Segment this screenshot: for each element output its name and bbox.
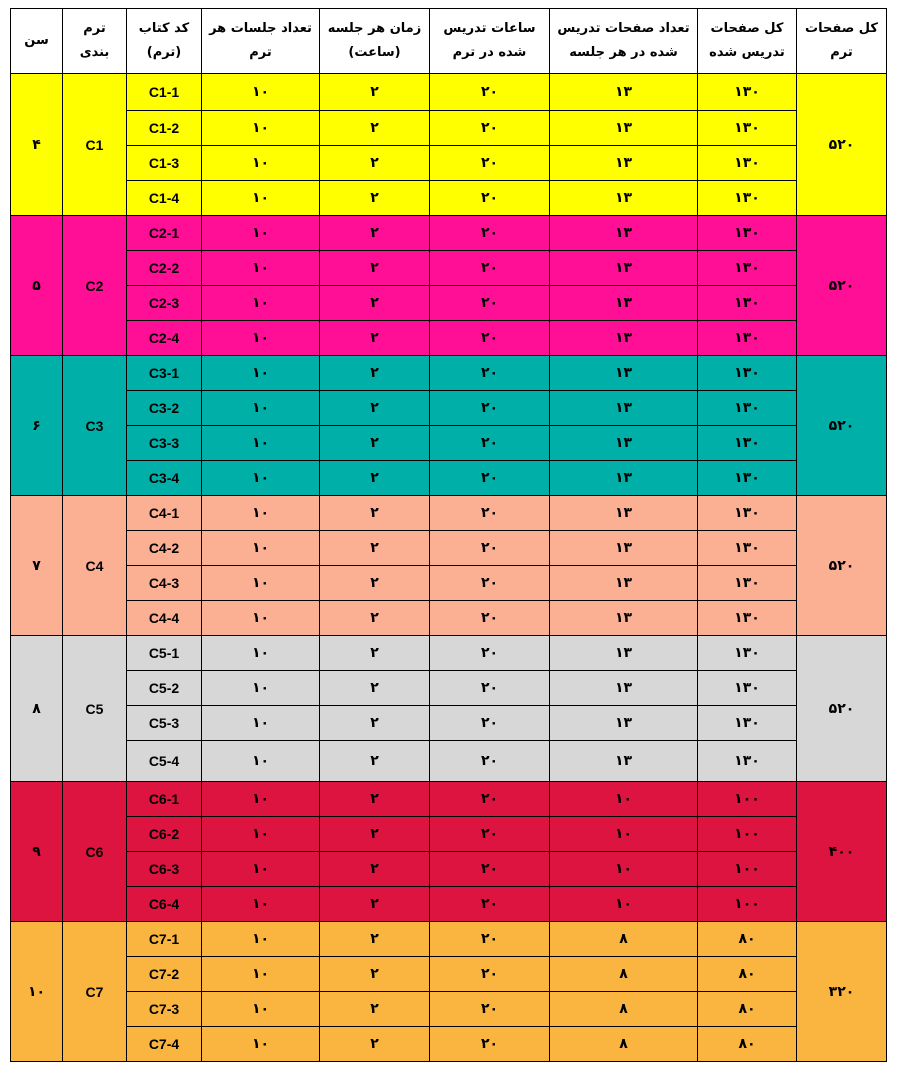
age-cell: ۱۰: [11, 922, 63, 1062]
session-time-cell: ۲: [320, 1027, 430, 1062]
teaching-hours-cell: ۲۰: [430, 852, 550, 887]
book-code-cell: C2-2: [127, 251, 202, 286]
header-book-code: [127, 9, 202, 74]
header-teaching-hours: [430, 9, 550, 74]
term-total-pages-cell: ۵۲۰: [797, 216, 887, 356]
header-age-text: سن: [24, 33, 49, 48]
sessions-cell: ۱۰: [202, 356, 320, 391]
pages-per-session-cell: ۱۳: [550, 741, 698, 782]
pages-per-session-cell: ۱۰: [550, 852, 698, 887]
session-time-cell: ۲: [320, 146, 430, 181]
term-total-pages-cell: ۳۲۰: [797, 922, 887, 1062]
table-row: [11, 636, 887, 671]
pages-per-session-cell: ۱۳: [550, 461, 698, 496]
total-pages-taught-cell: ۱۰۰: [698, 887, 797, 922]
table-row: [11, 671, 887, 706]
pages-per-session-cell: ۱۳: [550, 566, 698, 601]
book-code-cell: C6-1: [127, 782, 202, 817]
session-time-cell: ۲: [320, 181, 430, 216]
sessions-cell: ۱۰: [202, 1027, 320, 1062]
header-pages-per-session-line1: تعداد صفحات تدریس: [557, 21, 690, 36]
session-time-cell: ۲: [320, 852, 430, 887]
header-term-group: [63, 9, 127, 74]
book-code-cell: C6-2: [127, 817, 202, 852]
sessions-cell: ۱۰: [202, 741, 320, 782]
total-pages-taught-cell: ۱۰۰: [698, 782, 797, 817]
header-sessions: [202, 9, 320, 74]
table-row: [11, 957, 887, 992]
teaching-hours-cell: ۲۰: [430, 426, 550, 461]
header-term-total-pages-line2: ترم: [830, 45, 853, 60]
session-time-cell: ۲: [320, 111, 430, 146]
pages-per-session-cell: ۱۳: [550, 321, 698, 356]
header-pages-per-session-line2: شده در هر جلسه: [569, 45, 678, 60]
term-total-pages-cell: ۵۲۰: [797, 356, 887, 496]
book-code-cell: C5-3: [127, 706, 202, 741]
book-code-cell: C4-1: [127, 496, 202, 531]
table-row: [11, 426, 887, 461]
session-time-cell: ۲: [320, 992, 430, 1027]
book-code-cell: C3-4: [127, 461, 202, 496]
book-code-cell: C7-2: [127, 957, 202, 992]
teaching-hours-cell: ۲۰: [430, 706, 550, 741]
table-body: [11, 74, 887, 1062]
sessions-cell: ۱۰: [202, 461, 320, 496]
table-row: [11, 601, 887, 636]
book-code-cell: C5-1: [127, 636, 202, 671]
teaching-hours-cell: ۲۰: [430, 286, 550, 321]
table-row: [11, 782, 887, 817]
teaching-hours-cell: ۲۰: [430, 922, 550, 957]
session-time-cell: ۲: [320, 531, 430, 566]
pages-per-session-cell: ۱۳: [550, 74, 698, 111]
session-time-cell: ۲: [320, 741, 430, 782]
pages-per-session-cell: ۸: [550, 1027, 698, 1062]
session-time-cell: ۲: [320, 391, 430, 426]
book-code-cell: C2-1: [127, 216, 202, 251]
table-row: [11, 887, 887, 922]
table-row: [11, 741, 887, 782]
total-pages-taught-cell: ۱۳۰: [698, 601, 797, 636]
session-time-cell: ۲: [320, 461, 430, 496]
table-row: [11, 461, 887, 496]
header-row: [11, 9, 887, 74]
sessions-cell: ۱۰: [202, 251, 320, 286]
book-code-cell: C6-3: [127, 852, 202, 887]
pages-per-session-cell: ۱۳: [550, 146, 698, 181]
age-cell: ۶: [11, 356, 63, 496]
pages-per-session-cell: ۱۳: [550, 706, 698, 741]
sessions-cell: ۱۰: [202, 496, 320, 531]
header-total-pages-taught-line2: تدریس شده: [709, 45, 785, 60]
header-teaching-hours-line2: شده در ترم: [452, 45, 527, 60]
age-cell: ۴: [11, 74, 63, 216]
term-group-cell: C2: [63, 216, 127, 356]
total-pages-taught-cell: ۱۳۰: [698, 146, 797, 181]
pages-per-session-cell: ۸: [550, 922, 698, 957]
sessions-cell: ۱۰: [202, 74, 320, 111]
teaching-hours-cell: ۲۰: [430, 321, 550, 356]
term-total-pages-cell: ۴۰۰: [797, 782, 887, 922]
book-code-cell: C1-4: [127, 181, 202, 216]
pages-per-session-cell: ۸: [550, 992, 698, 1027]
pages-per-session-cell: ۱۳: [550, 286, 698, 321]
header-total-pages-taught-line1: کل صفحات: [710, 21, 784, 36]
book-code-cell: C6-4: [127, 887, 202, 922]
sessions-cell: ۱۰: [202, 286, 320, 321]
header-total-pages-taught: [698, 9, 797, 74]
teaching-hours-cell: ۲۰: [430, 566, 550, 601]
total-pages-taught-cell: ۱۳۰: [698, 671, 797, 706]
teaching-hours-cell: ۲۰: [430, 74, 550, 111]
pages-per-session-cell: ۱۳: [550, 636, 698, 671]
teaching-hours-cell: ۲۰: [430, 636, 550, 671]
sessions-cell: ۱۰: [202, 992, 320, 1027]
header-pages-per-session: [550, 9, 698, 74]
term-total-pages-cell: ۵۲۰: [797, 74, 887, 216]
book-code-cell: C4-4: [127, 601, 202, 636]
table-row: [11, 181, 887, 216]
session-time-cell: ۲: [320, 922, 430, 957]
total-pages-taught-cell: ۸۰: [698, 1027, 797, 1062]
sessions-cell: ۱۰: [202, 321, 320, 356]
book-code-cell: C3-3: [127, 426, 202, 461]
session-time-cell: ۲: [320, 566, 430, 601]
teaching-hours-cell: ۲۰: [430, 531, 550, 566]
sessions-cell: ۱۰: [202, 817, 320, 852]
total-pages-taught-cell: ۱۳۰: [698, 251, 797, 286]
total-pages-taught-cell: ۱۳۰: [698, 74, 797, 111]
pages-per-session-cell: ۱۳: [550, 391, 698, 426]
teaching-hours-cell: ۲۰: [430, 181, 550, 216]
book-code-cell: C4-2: [127, 531, 202, 566]
header-teaching-hours-line1: ساعات تدریس: [443, 21, 536, 36]
total-pages-taught-cell: ۱۳۰: [698, 111, 797, 146]
sessions-cell: ۱۰: [202, 146, 320, 181]
pages-per-session-cell: ۱۰: [550, 887, 698, 922]
age-cell: ۷: [11, 496, 63, 636]
sessions-cell: ۱۰: [202, 782, 320, 817]
table-row: [11, 852, 887, 887]
curriculum-table: [10, 8, 887, 1062]
age-cell: ۸: [11, 636, 63, 782]
table-row: [11, 817, 887, 852]
total-pages-taught-cell: ۱۳۰: [698, 461, 797, 496]
term-total-pages-cell: ۵۲۰: [797, 496, 887, 636]
book-code-cell: C7-3: [127, 992, 202, 1027]
book-code-cell: C2-4: [127, 321, 202, 356]
teaching-hours-cell: ۲۰: [430, 601, 550, 636]
book-code-cell: C3-2: [127, 391, 202, 426]
book-code-cell: C1-1: [127, 74, 202, 111]
header-term-group-line1: ترم: [83, 21, 106, 36]
pages-per-session-cell: ۱۳: [550, 216, 698, 251]
term-group-cell: C3: [63, 356, 127, 496]
sessions-cell: ۱۰: [202, 706, 320, 741]
session-time-cell: ۲: [320, 426, 430, 461]
header-book-code-line1: کد کتاب: [138, 21, 190, 36]
book-code-cell: C7-4: [127, 1027, 202, 1062]
header-sessions-line1: تعداد جلسات هر: [209, 21, 312, 36]
total-pages-taught-cell: ۱۰۰: [698, 852, 797, 887]
session-time-cell: ۲: [320, 671, 430, 706]
total-pages-taught-cell: ۱۳۰: [698, 181, 797, 216]
header-term-total-pages-line1: کل صفحات: [805, 21, 878, 36]
total-pages-taught-cell: ۸۰: [698, 992, 797, 1027]
book-code-cell: C5-4: [127, 741, 202, 782]
teaching-hours-cell: ۲۰: [430, 782, 550, 817]
book-code-cell: C4-3: [127, 566, 202, 601]
total-pages-taught-cell: ۱۳۰: [698, 636, 797, 671]
pages-per-session-cell: ۱۳: [550, 111, 698, 146]
pages-per-session-cell: ۸: [550, 957, 698, 992]
table-row: [11, 1027, 887, 1062]
session-time-cell: ۲: [320, 216, 430, 251]
sessions-cell: ۱۰: [202, 887, 320, 922]
sessions-cell: ۱۰: [202, 181, 320, 216]
table-row: [11, 146, 887, 181]
table-row: [11, 286, 887, 321]
sessions-cell: ۱۰: [202, 531, 320, 566]
pages-per-session-cell: ۱۳: [550, 356, 698, 391]
header-session-time-line1: زمان هر جلسه: [327, 21, 422, 36]
session-time-cell: ۲: [320, 782, 430, 817]
teaching-hours-cell: ۲۰: [430, 496, 550, 531]
table-row: [11, 74, 887, 111]
pages-per-session-cell: ۱۳: [550, 496, 698, 531]
table-row: [11, 922, 887, 957]
term-group-cell: C4: [63, 496, 127, 636]
pages-per-session-cell: ۱۰: [550, 782, 698, 817]
sessions-cell: ۱۰: [202, 601, 320, 636]
table-row: [11, 216, 887, 251]
session-time-cell: ۲: [320, 887, 430, 922]
table-row: [11, 251, 887, 286]
pages-per-session-cell: ۱۳: [550, 251, 698, 286]
term-group-cell: C7: [63, 922, 127, 1062]
total-pages-taught-cell: ۱۳۰: [698, 741, 797, 782]
pages-per-session-cell: ۱۳: [550, 426, 698, 461]
book-code-cell: C7-1: [127, 922, 202, 957]
header-book-code-line2: (ترم): [146, 45, 182, 60]
total-pages-taught-cell: ۸۰: [698, 922, 797, 957]
teaching-hours-cell: ۲۰: [430, 671, 550, 706]
pages-per-session-cell: ۱۳: [550, 601, 698, 636]
total-pages-taught-cell: ۱۳۰: [698, 391, 797, 426]
teaching-hours-cell: ۲۰: [430, 391, 550, 426]
header-term-total-pages: [797, 9, 887, 74]
total-pages-taught-cell: ۱۳۰: [698, 321, 797, 356]
term-group-cell: C5: [63, 636, 127, 782]
teaching-hours-cell: ۲۰: [430, 887, 550, 922]
header-session-time-line2: (ساعت): [348, 45, 401, 60]
total-pages-taught-cell: ۱۰۰: [698, 817, 797, 852]
table-row: [11, 566, 887, 601]
total-pages-taught-cell: ۱۳۰: [698, 706, 797, 741]
sessions-cell: ۱۰: [202, 111, 320, 146]
book-code-cell: C2-3: [127, 286, 202, 321]
table-row: [11, 391, 887, 426]
term-group-cell: C1: [63, 74, 127, 216]
total-pages-taught-cell: ۱۳۰: [698, 531, 797, 566]
session-time-cell: ۲: [320, 817, 430, 852]
book-code-cell: C5-2: [127, 671, 202, 706]
sessions-cell: ۱۰: [202, 922, 320, 957]
sessions-cell: ۱۰: [202, 391, 320, 426]
header-sessions-line2: ترم: [249, 45, 272, 60]
session-time-cell: ۲: [320, 74, 430, 111]
header-term-group-line2: بندی: [79, 45, 110, 60]
total-pages-taught-cell: ۱۳۰: [698, 286, 797, 321]
sessions-cell: ۱۰: [202, 671, 320, 706]
table-row: [11, 111, 887, 146]
pages-per-session-cell: ۱۰: [550, 817, 698, 852]
session-time-cell: ۲: [320, 601, 430, 636]
table-row: [11, 992, 887, 1027]
book-code-cell: C1-3: [127, 146, 202, 181]
book-code-cell: C3-1: [127, 356, 202, 391]
total-pages-taught-cell: ۱۳۰: [698, 566, 797, 601]
age-cell: ۵: [11, 216, 63, 356]
sessions-cell: ۱۰: [202, 566, 320, 601]
book-code-cell: C1-2: [127, 111, 202, 146]
teaching-hours-cell: ۲۰: [430, 111, 550, 146]
total-pages-taught-cell: ۱۳۰: [698, 216, 797, 251]
header-age: [11, 9, 63, 74]
pages-per-session-cell: ۱۳: [550, 671, 698, 706]
session-time-cell: ۲: [320, 957, 430, 992]
table-row: [11, 531, 887, 566]
session-time-cell: ۲: [320, 496, 430, 531]
total-pages-taught-cell: ۱۳۰: [698, 356, 797, 391]
table-row: [11, 706, 887, 741]
session-time-cell: ۲: [320, 356, 430, 391]
teaching-hours-cell: ۲۰: [430, 741, 550, 782]
table-row: [11, 321, 887, 356]
sessions-cell: ۱۰: [202, 852, 320, 887]
session-time-cell: ۲: [320, 636, 430, 671]
sessions-cell: ۱۰: [202, 636, 320, 671]
session-time-cell: ۲: [320, 286, 430, 321]
session-time-cell: ۲: [320, 321, 430, 356]
session-time-cell: ۲: [320, 251, 430, 286]
term-group-cell: C6: [63, 782, 127, 922]
session-time-cell: ۲: [320, 706, 430, 741]
sessions-cell: ۱۰: [202, 426, 320, 461]
teaching-hours-cell: ۲۰: [430, 251, 550, 286]
age-cell: ۹: [11, 782, 63, 922]
total-pages-taught-cell: ۱۳۰: [698, 496, 797, 531]
teaching-hours-cell: ۲۰: [430, 146, 550, 181]
teaching-hours-cell: ۲۰: [430, 1027, 550, 1062]
teaching-hours-cell: ۲۰: [430, 356, 550, 391]
table-header: [11, 9, 887, 74]
pages-per-session-cell: ۱۳: [550, 181, 698, 216]
table-row: [11, 496, 887, 531]
teaching-hours-cell: ۲۰: [430, 957, 550, 992]
pages-per-session-cell: ۱۳: [550, 531, 698, 566]
teaching-hours-cell: ۲۰: [430, 817, 550, 852]
total-pages-taught-cell: ۱۳۰: [698, 426, 797, 461]
term-total-pages-cell: ۵۲۰: [797, 636, 887, 782]
total-pages-taught-cell: ۸۰: [698, 957, 797, 992]
sessions-cell: ۱۰: [202, 216, 320, 251]
header-session-time: [320, 9, 430, 74]
teaching-hours-cell: ۲۰: [430, 216, 550, 251]
table-row: [11, 356, 887, 391]
teaching-hours-cell: ۲۰: [430, 992, 550, 1027]
sessions-cell: ۱۰: [202, 957, 320, 992]
teaching-hours-cell: ۲۰: [430, 461, 550, 496]
